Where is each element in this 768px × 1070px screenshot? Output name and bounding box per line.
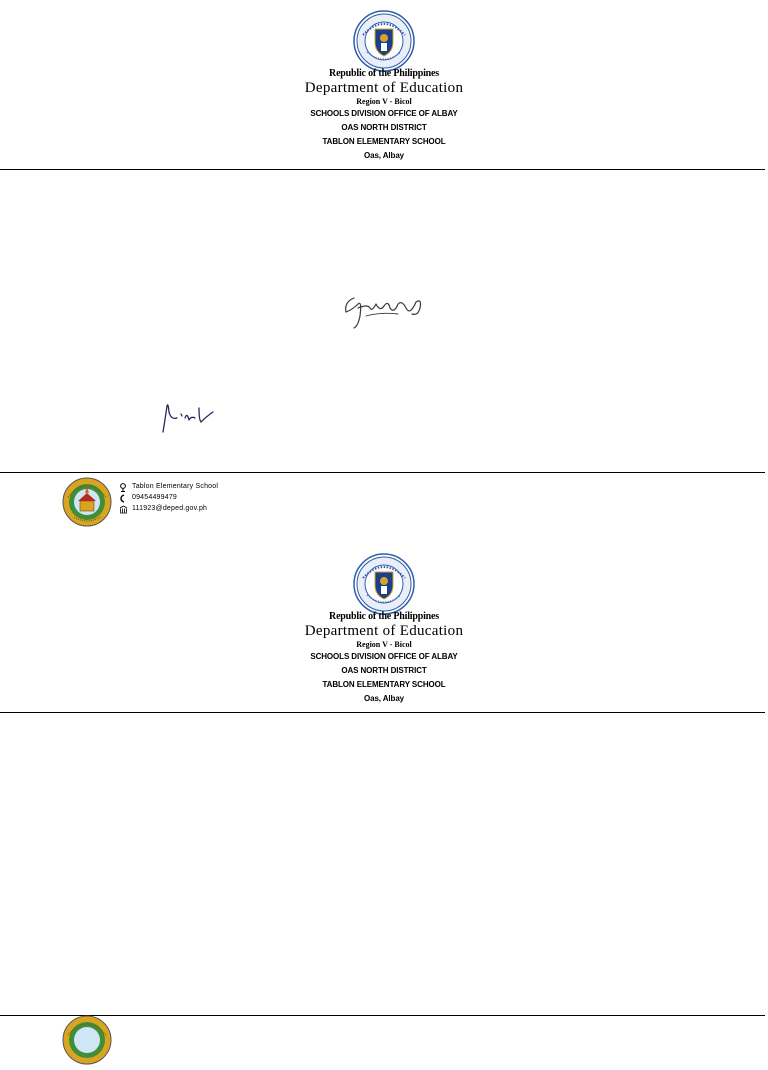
division-text: SCHOOLS DIVISION OFFICE OF ALBAY [310,109,458,118]
school-name-text: Tablon Elementary School [132,483,219,490]
district-text: OAS NORTH DISTRICT [341,666,427,675]
region-text: Region V - Bicol [356,640,412,649]
republic-text: Republic of the Philippines [329,68,439,79]
school-text: TABLON ELEMENTARY SCHOOL [322,680,446,689]
school-text: TABLON ELEMENTARY SCHOOL [322,137,446,146]
signature-1 [340,290,430,332]
header-divider [0,169,765,170]
email-text: 111923@deped.gov.ph [132,505,208,512]
phone-row [118,492,218,503]
email-row [118,503,218,514]
school-logo-icon [60,1015,114,1065]
signature-2 [155,398,217,436]
location-pin-icon [118,482,132,492]
department-title: Department of Education [304,80,464,96]
region-text: Region V - Bicol [356,97,412,106]
deped-seal-icon [353,10,415,72]
footer-divider [0,1015,765,1016]
footer-contact [118,481,218,514]
letterhead [0,610,768,706]
location-text: Oas, Albay [363,694,405,703]
deped-seal-icon [353,553,415,615]
department-title: Department of Education [304,623,464,639]
school-logo [60,477,114,527]
division-text: SCHOOLS DIVISION OFFICE OF ALBAY [310,652,458,661]
deped-seal [353,10,415,72]
deped-seal [353,553,415,615]
district-text: OAS NORTH DISTRICT [341,123,427,132]
letterhead [0,67,768,163]
document-page-2 [0,545,768,1024]
phone-text: 09454499479 [132,494,178,501]
phone-icon [118,493,132,503]
header-divider [0,712,765,713]
republic-text: Republic of the Philippines [329,611,439,622]
address-row [118,481,218,492]
school-logo-icon [60,477,114,527]
footer-divider [0,472,765,473]
location-text: Oas, Albay [363,151,405,160]
email-icon [118,504,132,514]
school-logo [60,1015,114,1065]
